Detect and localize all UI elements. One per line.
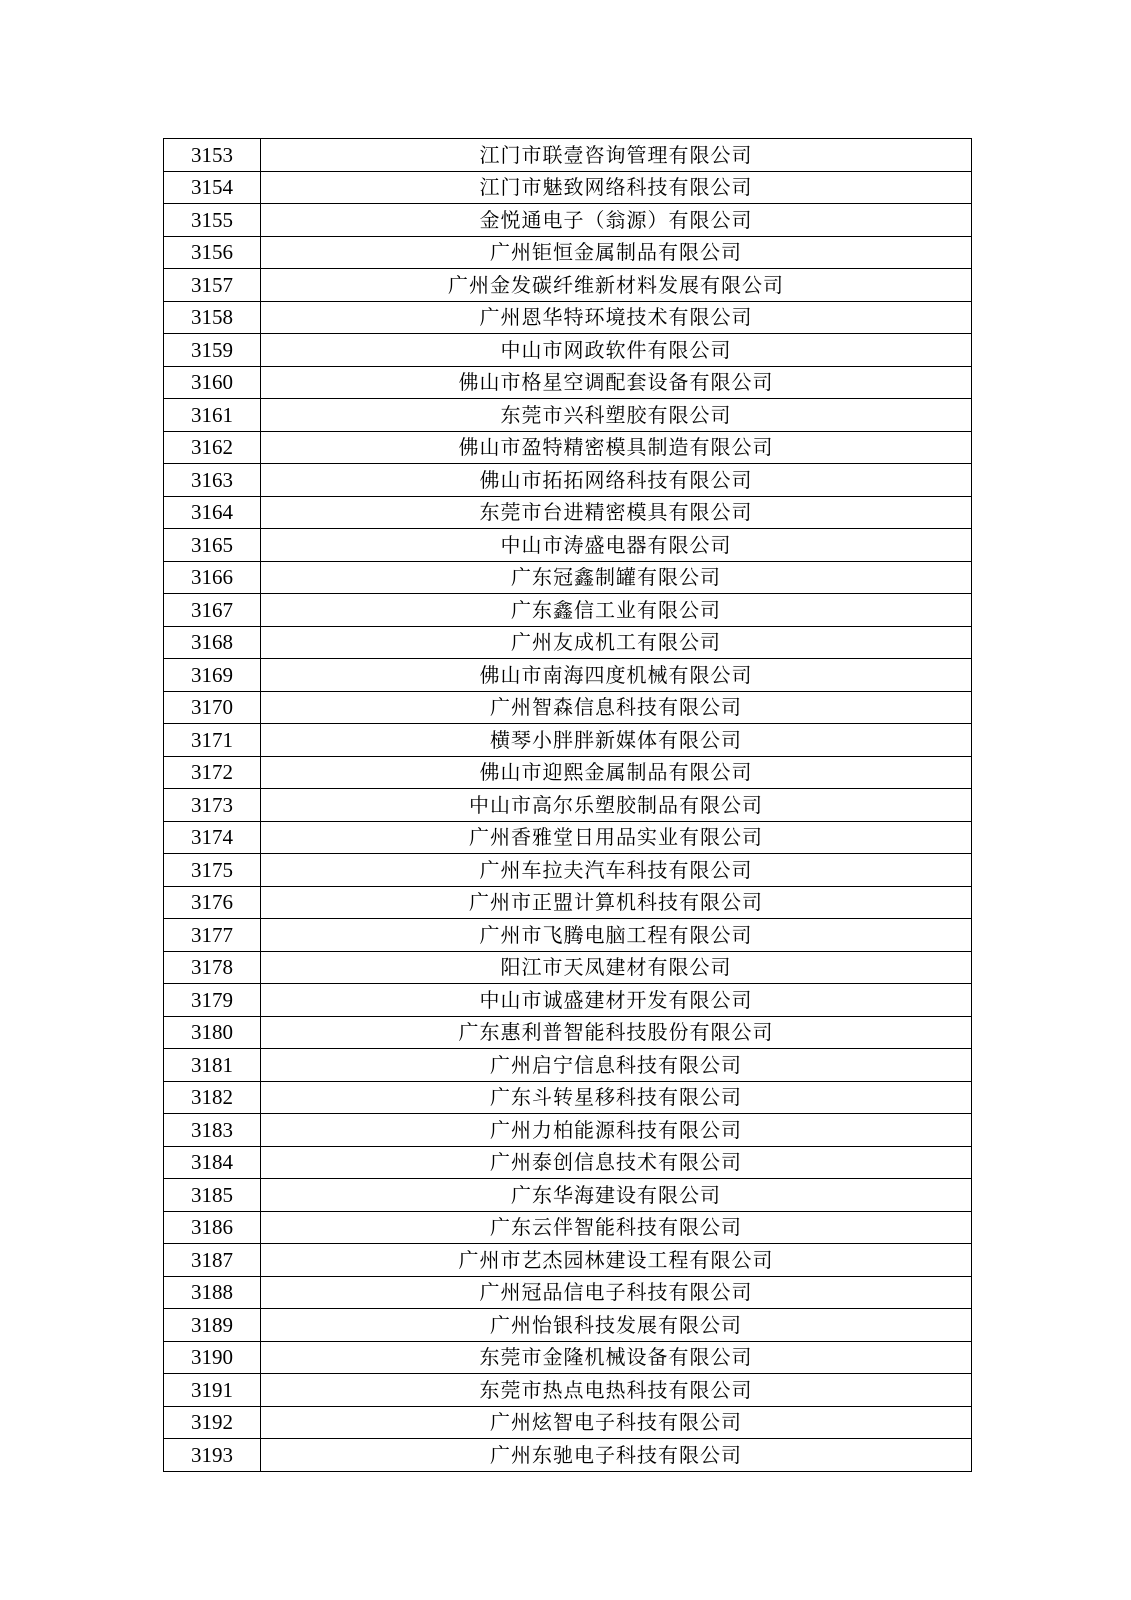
company-name-cell: 广州金发碳纤维新材料发展有限公司 (261, 269, 972, 302)
company-name-cell: 江门市魅致网络科技有限公司 (261, 171, 972, 204)
company-name-cell: 广州友成机工有限公司 (261, 626, 972, 659)
company-name-cell: 佛山市迎熙金属制品有限公司 (261, 756, 972, 789)
row-number-cell: 3166 (164, 561, 261, 594)
row-number-cell: 3158 (164, 301, 261, 334)
table-row (164, 1211, 972, 1244)
row-number-cell: 3188 (164, 1276, 261, 1309)
row-number-cell: 3191 (164, 1374, 261, 1407)
table-row (164, 1406, 972, 1439)
row-number-cell: 3159 (164, 334, 261, 367)
company-name-cell: 广州启宁信息科技有限公司 (261, 1049, 972, 1082)
row-number-cell: 3172 (164, 756, 261, 789)
row-number-cell: 3170 (164, 691, 261, 724)
company-name-cell: 广州车拉夫汽车科技有限公司 (261, 854, 972, 887)
row-number-cell: 3168 (164, 626, 261, 659)
table-row (164, 496, 972, 529)
row-number-cell: 3190 (164, 1341, 261, 1374)
table-row (164, 1114, 972, 1147)
row-number-cell: 3169 (164, 659, 261, 692)
company-name-cell: 广州香雅堂日用品实业有限公司 (261, 821, 972, 854)
company-name-cell: 广州冠品信电子科技有限公司 (261, 1276, 972, 1309)
row-number-cell: 3181 (164, 1049, 261, 1082)
table-row (164, 1179, 972, 1212)
company-name-cell: 广州钜恒金属制品有限公司 (261, 236, 972, 269)
table-row (164, 724, 972, 757)
company-name-cell: 广州市飞腾电脑工程有限公司 (261, 919, 972, 952)
row-number-cell: 3187 (164, 1244, 261, 1277)
row-number-cell: 3175 (164, 854, 261, 887)
company-name-cell: 金悦通电子（翁源）有限公司 (261, 204, 972, 237)
table-row (164, 269, 972, 302)
table-row (164, 1081, 972, 1114)
table-row (164, 529, 972, 562)
company-name-cell: 东莞市金隆机械设备有限公司 (261, 1341, 972, 1374)
company-name-cell: 阳江市天凤建材有限公司 (261, 951, 972, 984)
table-row (164, 984, 972, 1017)
company-list-body (164, 139, 972, 1472)
company-name-cell: 佛山市盈特精密模具制造有限公司 (261, 431, 972, 464)
row-number-cell: 3165 (164, 529, 261, 562)
table-row (164, 1439, 972, 1472)
company-name-cell: 广州恩华特环境技术有限公司 (261, 301, 972, 334)
company-name-cell: 广州力柏能源科技有限公司 (261, 1114, 972, 1147)
table-row (164, 919, 972, 952)
table-row (164, 951, 972, 984)
table-row (164, 366, 972, 399)
row-number-cell: 3182 (164, 1081, 261, 1114)
row-number-cell: 3185 (164, 1179, 261, 1212)
row-number-cell: 3183 (164, 1114, 261, 1147)
row-number-cell: 3178 (164, 951, 261, 984)
company-name-cell: 中山市诚盛建材开发有限公司 (261, 984, 972, 1017)
company-name-cell: 广东鑫信工业有限公司 (261, 594, 972, 627)
table-row (164, 334, 972, 367)
table-row (164, 399, 972, 432)
company-name-cell: 广州泰创信息技术有限公司 (261, 1146, 972, 1179)
table-row (164, 464, 972, 497)
table-row (164, 1146, 972, 1179)
row-number-cell: 3179 (164, 984, 261, 1017)
company-name-cell: 广州炫智电子科技有限公司 (261, 1406, 972, 1439)
table-row (164, 171, 972, 204)
row-number-cell: 3157 (164, 269, 261, 302)
row-number-cell: 3173 (164, 789, 261, 822)
row-number-cell: 3184 (164, 1146, 261, 1179)
company-list-table (163, 138, 972, 1472)
company-name-cell: 中山市涛盛电器有限公司 (261, 529, 972, 562)
row-number-cell: 3180 (164, 1016, 261, 1049)
company-name-cell: 东莞市台进精密模具有限公司 (261, 496, 972, 529)
table-row (164, 789, 972, 822)
table-row (164, 1341, 972, 1374)
table-row (164, 659, 972, 692)
row-number-cell: 3192 (164, 1406, 261, 1439)
table-row (164, 236, 972, 269)
company-name-cell: 中山市网政软件有限公司 (261, 334, 972, 367)
row-number-cell: 3156 (164, 236, 261, 269)
row-number-cell: 3177 (164, 919, 261, 952)
row-number-cell: 3186 (164, 1211, 261, 1244)
table-row (164, 691, 972, 724)
table-row (164, 1276, 972, 1309)
row-number-cell: 3164 (164, 496, 261, 529)
row-number-cell: 3167 (164, 594, 261, 627)
company-name-cell: 东莞市热点电热科技有限公司 (261, 1374, 972, 1407)
company-name-cell: 江门市联壹咨询管理有限公司 (261, 139, 972, 172)
table-row (164, 139, 972, 172)
company-name-cell: 广州怡银科技发展有限公司 (261, 1309, 972, 1342)
company-name-cell: 东莞市兴科塑胶有限公司 (261, 399, 972, 432)
company-name-cell: 广东斗转星移科技有限公司 (261, 1081, 972, 1114)
table-row (164, 594, 972, 627)
table-row (164, 1374, 972, 1407)
company-name-cell: 佛山市南海四度机械有限公司 (261, 659, 972, 692)
table-row (164, 431, 972, 464)
row-number-cell: 3176 (164, 886, 261, 919)
row-number-cell: 3171 (164, 724, 261, 757)
table-row (164, 1244, 972, 1277)
table-row (164, 1016, 972, 1049)
company-name-cell: 广东华海建设有限公司 (261, 1179, 972, 1212)
company-name-cell: 中山市高尔乐塑胶制品有限公司 (261, 789, 972, 822)
company-name-cell: 佛山市格星空调配套设备有限公司 (261, 366, 972, 399)
table-row (164, 561, 972, 594)
table-row (164, 854, 972, 887)
company-name-cell: 广州东驰电子科技有限公司 (261, 1439, 972, 1472)
table-row (164, 1309, 972, 1342)
row-number-cell: 3160 (164, 366, 261, 399)
table-row (164, 301, 972, 334)
company-name-cell: 横琴小胖胖新媒体有限公司 (261, 724, 972, 757)
row-number-cell: 3162 (164, 431, 261, 464)
row-number-cell: 3155 (164, 204, 261, 237)
table-row (164, 1049, 972, 1082)
row-number-cell: 3193 (164, 1439, 261, 1472)
company-name-cell: 广东惠利普智能科技股份有限公司 (261, 1016, 972, 1049)
row-number-cell: 3161 (164, 399, 261, 432)
table-row (164, 756, 972, 789)
table-row (164, 204, 972, 237)
company-name-cell: 广州智森信息科技有限公司 (261, 691, 972, 724)
row-number-cell: 3154 (164, 171, 261, 204)
table-row (164, 821, 972, 854)
company-name-cell: 广州市正盟计算机科技有限公司 (261, 886, 972, 919)
row-number-cell: 3153 (164, 139, 261, 172)
company-name-cell: 广州市艺杰园林建设工程有限公司 (261, 1244, 972, 1277)
company-name-cell: 佛山市拓拓网络科技有限公司 (261, 464, 972, 497)
company-name-cell: 广东冠鑫制罐有限公司 (261, 561, 972, 594)
row-number-cell: 3189 (164, 1309, 261, 1342)
row-number-cell: 3174 (164, 821, 261, 854)
table-row (164, 886, 972, 919)
table-row (164, 626, 972, 659)
row-number-cell: 3163 (164, 464, 261, 497)
company-name-cell: 广东云伴智能科技有限公司 (261, 1211, 972, 1244)
